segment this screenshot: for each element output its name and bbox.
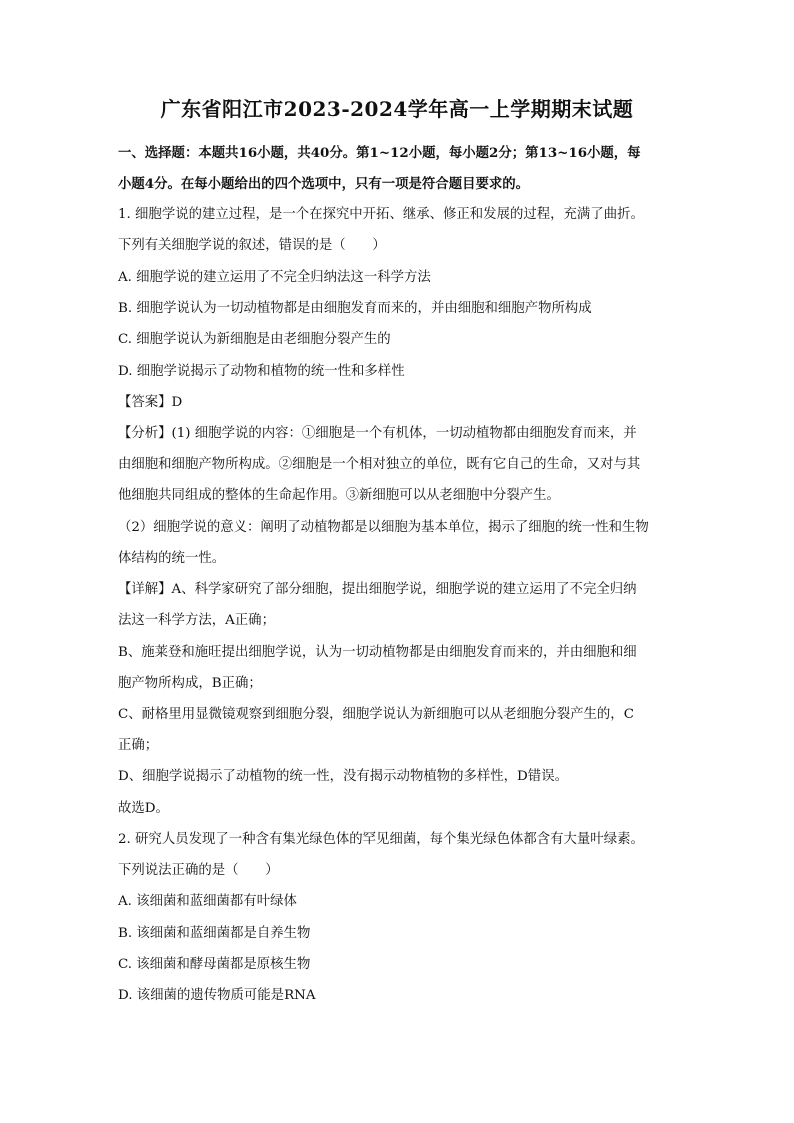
q1-analysis-line-3: 他细胞共同组成的整体的生命起作用。③新细胞可以从老细胞中分裂产生。: [118, 488, 560, 503]
q1-option-b: B. 细胞学说认为一切动植物都是由细胞发育而来的，并由细胞和细胞产物所构成: [118, 301, 592, 316]
section-heading-line-1: 一、选择题：本题共16小题，共40分。第1~12小题，每小题2分；第13~16小题，每: [118, 145, 641, 161]
q1-stem-line-1: 1. 细胞学说的建立过程，是一个在探究中开拓、继承、修正和发展的过程，充满了曲折。: [118, 207, 644, 222]
q1-detail-line-2: 法这一科学方法，A正确；: [118, 613, 275, 628]
q1-analysis-line-2: 由细胞和细胞产物所构成。②细胞是一个相对独立的单位，既有它自己的生命，又对与其: [118, 457, 641, 472]
q1-answer: 【答案】D: [118, 395, 183, 410]
q1-detail-line-4: 胞产物所构成，B正确；: [118, 676, 262, 691]
q2-stem-line-2: 下列说法正确的是（ ）: [118, 863, 279, 878]
q1-detail-line-5: C、耐格里用显微镜观察到细胞分裂，细胞学说认为新细胞可以从老细胞分裂产生的，C: [118, 707, 634, 722]
page-title: 广东省阳江市2023-2024学年高一上学期期末试题: [160, 97, 634, 121]
q2-stem-line-1: 2. 研究人员发现了一种含有集光绿色体的罕见细菌，每个集光绿色体都含有大量叶绿素。: [118, 832, 644, 847]
q1-analysis-line-5: 体结构的统一性。: [118, 551, 226, 566]
q1-conclusion: 故选D。: [118, 801, 169, 816]
q1-detail-line-3: B、施莱登和施旺提出细胞学说，认为一切动植物都是由细胞发育而来的，并由细胞和细: [118, 645, 637, 660]
q1-detail-line-7: D、细胞学说揭示了动植物的统一性，没有揭示动物植物的多样性，D错误。: [118, 769, 568, 784]
q2-option-a: A. 该细菌和蓝细菌都有叶绿体: [118, 894, 297, 909]
q1-stem-line-2: 下列有关细胞学说的叙述，错误的是（ ）: [118, 238, 386, 253]
q1-option-c: C. 细胞学说认为新细胞是由老细胞分裂产生的: [118, 332, 391, 347]
q1-analysis-line-1: 【分析】(1) 细胞学说的内容：①细胞是一个有机体，一切动植物都由细胞发育而来，并: [118, 426, 637, 441]
section-heading-line-2: 小题4分。在每小题给出的四个选项中，只有一项是符合题目要求的。: [118, 176, 530, 192]
q1-analysis-line-4: （2）细胞学说的意义：阐明了动植物都是以细胞为基本单位，揭示了细胞的统一性和生物: [118, 520, 649, 535]
q2-option-c: C. 该细菌和酵母菌都是原核生物: [118, 957, 311, 972]
q2-option-b: B. 该细菌和蓝细菌都是自养生物: [118, 926, 311, 941]
q2-option-d: D. 该细菌的遗传物质可能是RNA: [118, 988, 316, 1003]
q1-option-d: D. 细胞学说揭示了动物和植物的统一性和多样性: [118, 364, 405, 379]
q1-detail-line-1: 【详解】A、科学家研究了部分细胞，提出细胞学说，细胞学说的建立运用了不完全归纳: [118, 582, 637, 597]
q1-detail-line-6: 正确；: [118, 738, 159, 753]
q1-option-a: A. 细胞学说的建立运用了不完全归纳法这一科学方法: [118, 270, 431, 285]
